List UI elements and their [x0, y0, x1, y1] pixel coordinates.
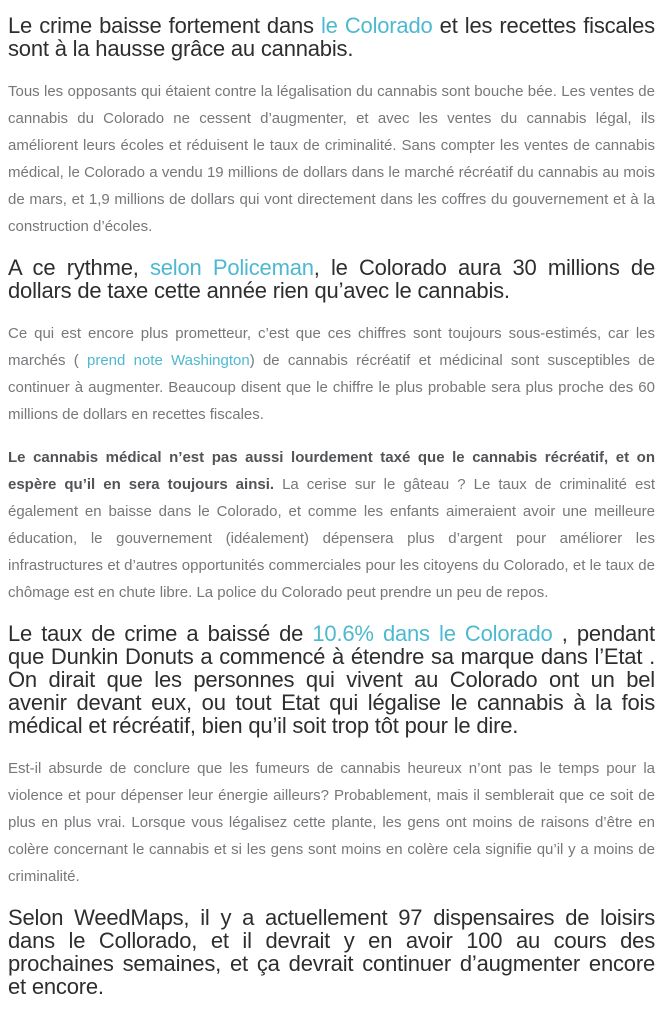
paragraph2-text-post: ) de cannabis récréatif et médicinal sont susceptibles de continuer à augmenter. Beaucoup disent que le chiffre le plus probable sera plus proche des 60 millions de dollars en recettes fiscales. [8, 352, 655, 423]
heading3-crime-stat-link[interactable]: 10.6% dans le Colorado [312, 621, 553, 646]
paragraph2-text-pre: Ce qui est encore plus prometteur, c’est que ces chiffres sont toujours sous-estimés, car les marchés ( [8, 325, 655, 369]
paragraph-promising-figures [8, 320, 655, 428]
paragraph-opponents: Tous les opposants qui étaient contre la légalisation du cannabis sont bouche bée. Les ventes de cannabis du Colorado ne cessent d’augmenter, et avec les ventes du cannabis légal, ils améliorent leurs écoles et réduisent le taux de criminalité. Sans compter les ventes de cannabis médical, le Colorado a vendu 19 millions de dollars dans le marché récréatif du cannabis au mois de mars, et 1,9 millions de dollars qui vont directement dans les coffres du gouvernement et à la construction d’écoles. [8, 83, 655, 235]
article-heading-weedmaps: Selon WeedMaps, il y a actuellement 97 dispensaires de loisirs dans le Collorado, et il devrait y en avoir 100 au cours des prochaines semaines, et ça devrait continuer d’augmenter encore et encore. [8, 905, 655, 999]
article-heading-tax-rhythm [8, 256, 655, 302]
paragraph3-bold-lead: Le cannabis médical n’est pas aussi lourdement taxé que le cannabis récréatif, et on espère qu’il en sera toujours ainsi. [8, 449, 655, 493]
heading3-text-pre: Le taux de crime a baissé de [8, 621, 313, 646]
heading3-text-post: , pendant que Dunkin Donuts a commencé à étendre sa marque dans l’Etat . On dirait que les personnes qui vivent au Colorado ont un bel avenir devant eux, ou tout Etat qui légalise le cannabis à la fois médical et récréatif, bien qu’il soit trop tôt pour le dire. [8, 621, 655, 738]
paragraph3-text: La cerise sur le gâteau ? Le taux de criminalité est également en baisse dans le Colorado, et comme les enfants aimeraient avoir une meilleure éducation, le gouvernement (idéalement) dépensera plus d’argent pour améliorer les infrastructures et d’autres opportunités commerciales pour les citoyens du Colorado, et le taux de chômage est en chute libre. La police du Colorado peut prendre un peu de repos. [8, 476, 655, 601]
heading2-text-post: , le Colorado aura 30 millions de dollars de taxe cette année rien qu’avec le cannabis. [8, 255, 655, 303]
article-heading-crime-rate [8, 622, 655, 737]
paragraph-happy-smokers: Est-il absurde de conclure que les fumeurs de cannabis heureux n’ont pas le temps pour la violence et pour dépenser leur énergie ailleurs? Probablement, mais il semblerait que ce soit de plus en plus vrai. Lorsque vous légalisez cette plante, les gens ont moins de raisons d’être en colère concernant le cannabis et si les gens sont moins en colère cela signifie qu’il y a moins de criminalité. [8, 760, 655, 885]
heading1-colorado-link[interactable]: le Colorado [320, 13, 433, 38]
article-heading-crime-drop [8, 14, 655, 60]
heading1-text-pre: Le crime baisse fortement dans [8, 13, 321, 38]
paragraph2-washington-link[interactable]: prend note Washington [87, 352, 250, 369]
heading1-text-post: et les recettes fiscales sont à la hausse grâce au cannabis. [8, 13, 655, 61]
paragraph-medical-tax [8, 444, 655, 606]
heading2-text-pre: A ce rythme, [8, 255, 150, 280]
heading2-policeman-link[interactable]: selon Policeman [149, 255, 314, 280]
